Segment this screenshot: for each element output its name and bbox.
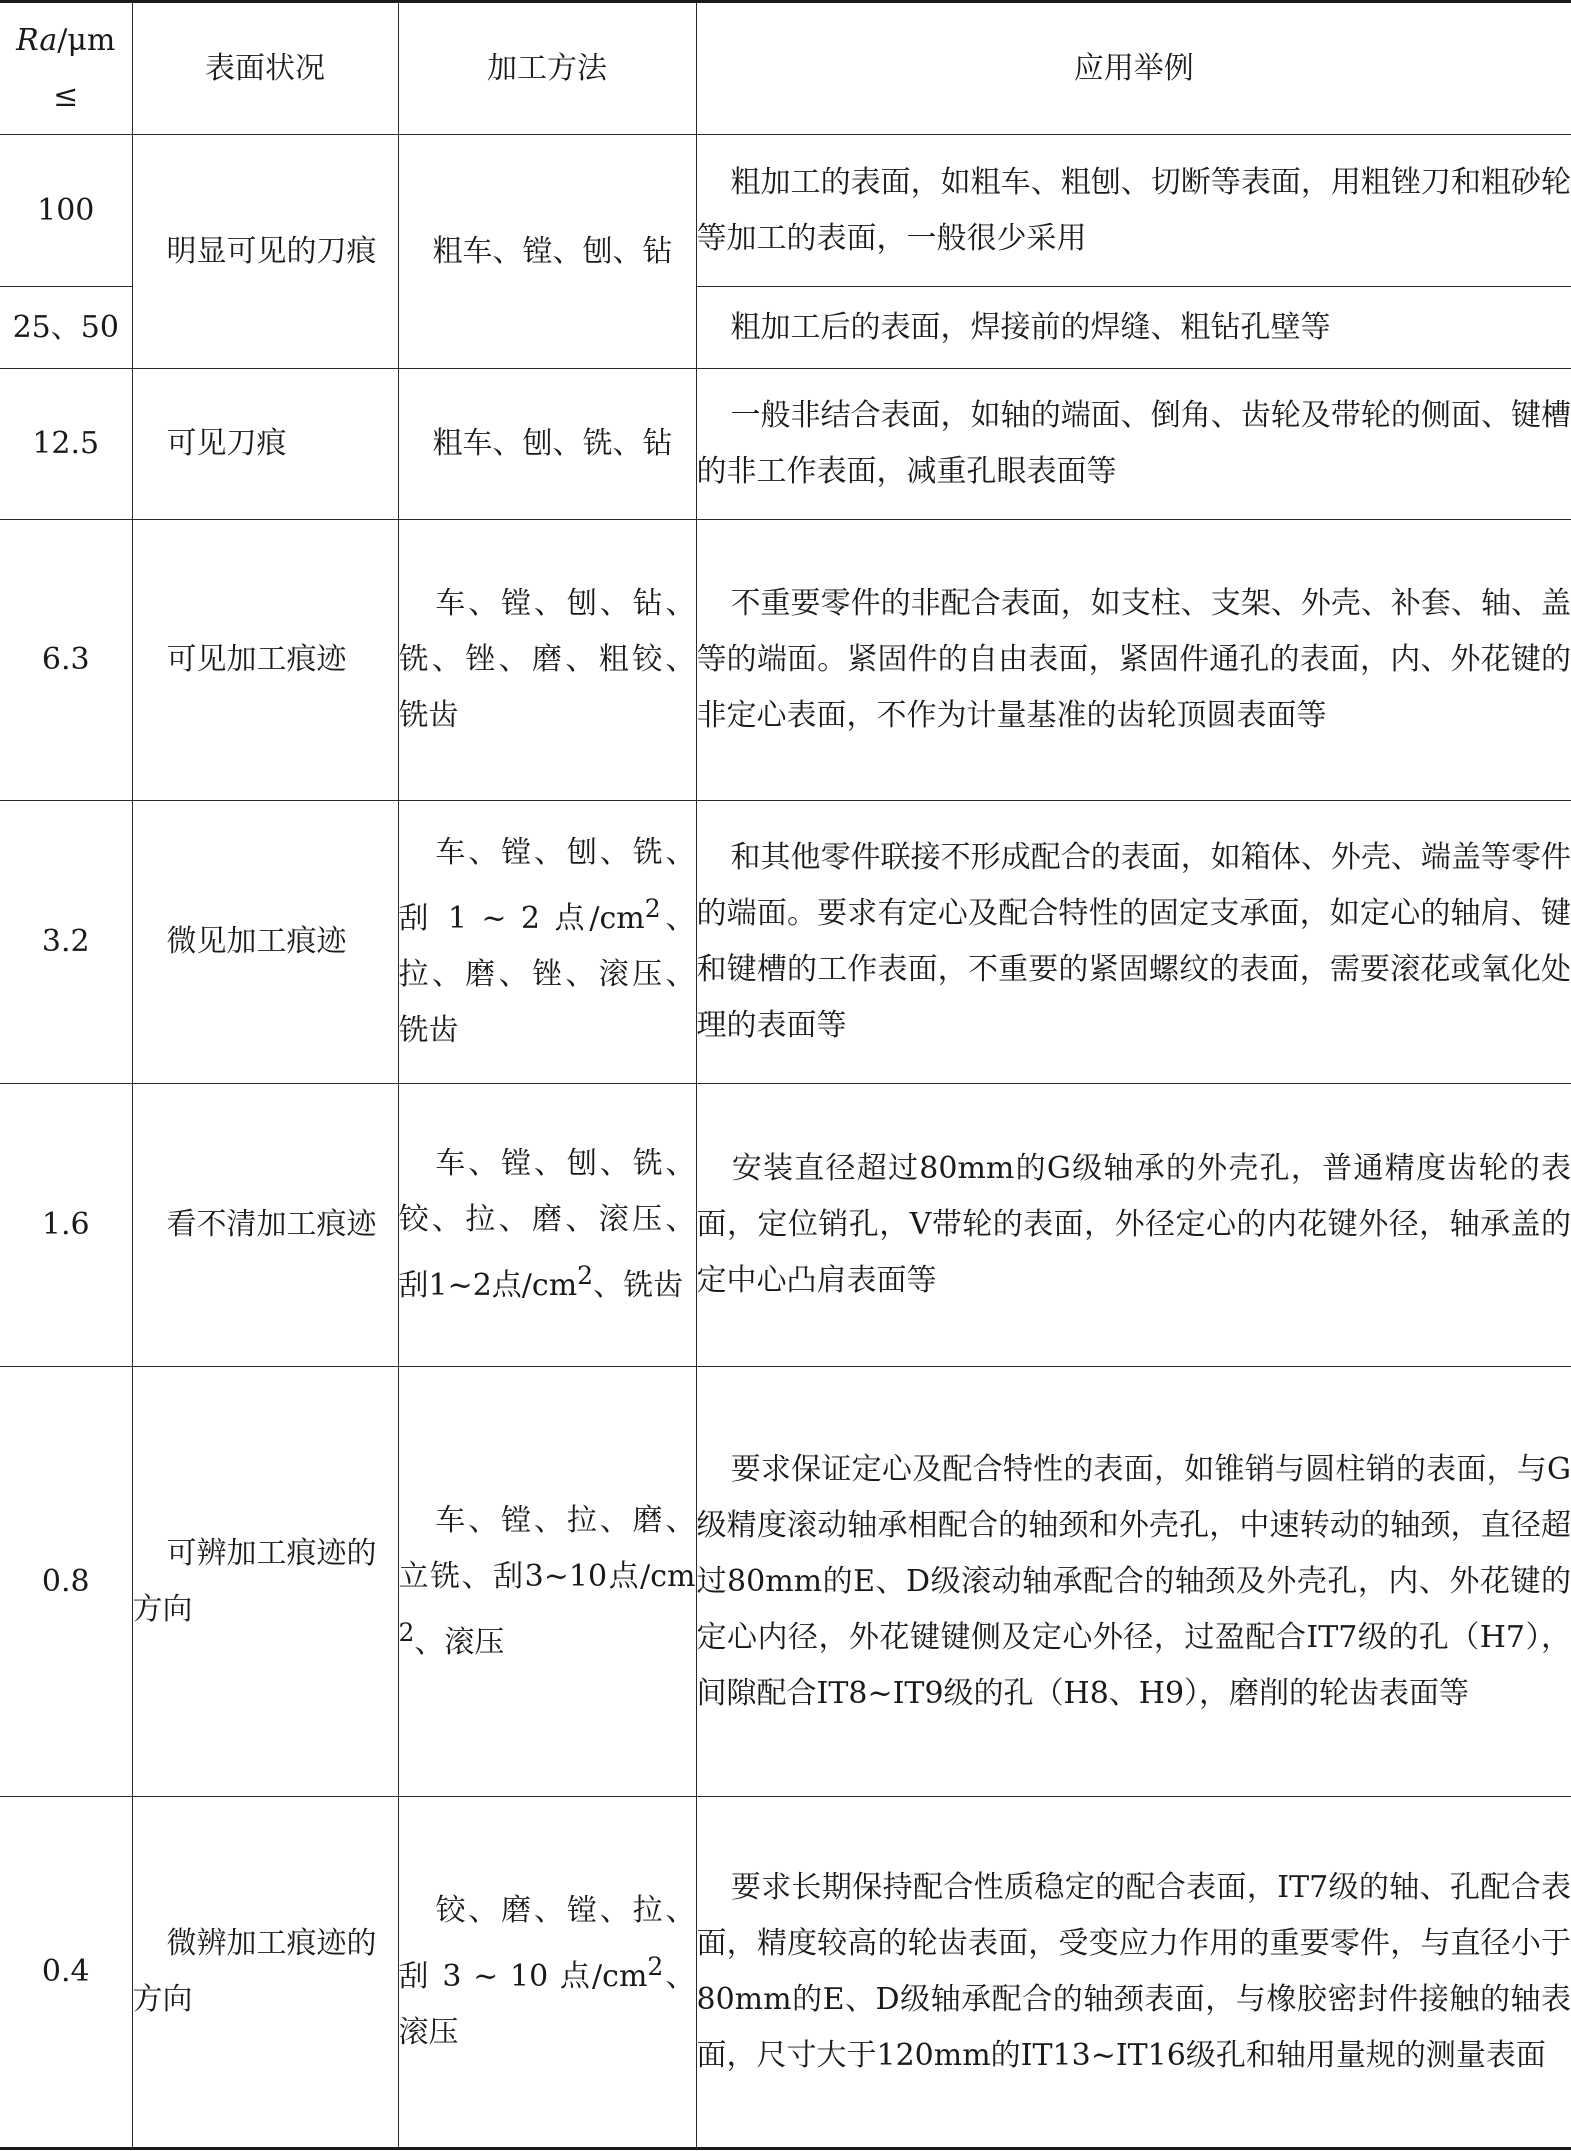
header-application: 应用举例 xyxy=(696,2,1571,135)
table-row xyxy=(0,1084,1571,1367)
surface-condition: 可辨加工痕迹的方向 xyxy=(132,1367,398,1797)
machining-method: 车、镗、拉、磨、立铣、刮3~10点$/cm^2$、滚压 xyxy=(398,1367,696,1797)
machining-method: 车、镗、刨、钻、铣、锉、磨、粗铰、铣齿 xyxy=(398,520,696,801)
surface-condition: 可见刀痕 xyxy=(132,369,398,520)
ra-value: 6.3 xyxy=(0,520,132,801)
machining-method: 铰、磨、镗、拉、刮 3 ~ 10 点$/cm^2$、滚压 xyxy=(398,1797,696,2149)
application-example: 要求保证定心及配合特性的表面，如锥销与圆柱销的表面，与G级精度滚动轴承相配合的轴颈和外壳孔，中速转动的轴颈，直径超过80mm的E、D级滚动轴承配合的轴颈及外壳孔，内、外花键的定心内径，外花键键侧及定心外径，过盈配合IT7级的孔（H7），间隙配合IT8~IT9级的孔（H8、H9），磨削的轮齿表面等 xyxy=(696,1367,1571,1797)
ra-value: 25、50 xyxy=(0,287,132,369)
surface-condition: 可见加工痕迹 xyxy=(132,520,398,801)
header-ra-symbol: Ra xyxy=(16,22,58,58)
ra-value: 1.6 xyxy=(0,1084,132,1367)
table-row xyxy=(0,520,1571,801)
table-row xyxy=(0,1797,1571,2149)
application-example: 不重要零件的非配合表面，如支柱、支架、外壳、补套、轴、盖等的端面。紧固件的自由表面，紧固件通孔的表面，内、外花键的非定心表面，不作为计量基准的齿轮顶圆表面等 xyxy=(696,520,1571,801)
application-example: 和其他零件联接不形成配合的表面，如箱体、外壳、端盖等零件的端面。要求有定心及配合特性的固定支承面，如定心的轴肩、键和键槽的工作表面，不重要的紧固螺纹的表面，需要滚花或氧化处理的表面等 xyxy=(696,801,1571,1084)
ra-value: 0.8 xyxy=(0,1367,132,1797)
ra-value: 3.2 xyxy=(0,801,132,1084)
surface-condition: 微见加工痕迹 xyxy=(132,801,398,1084)
application-example: 要求长期保持配合性质稳定的配合表面，IT7级的轴、孔配合表面，精度较高的轮齿表面，受变应力作用的重要零件，与直径小于80mm的E、D级轴承配合的轴颈表面，与橡胶密封件接触的轴表面，尺寸大于120mm的IT13~IT16级孔和轴用量规的测量表面 xyxy=(696,1797,1571,2149)
table-row xyxy=(0,801,1571,1084)
surface-condition: 明显可见的刀痕 xyxy=(132,135,398,369)
surface-condition: 看不清加工痕迹 xyxy=(132,1084,398,1367)
header-ra xyxy=(0,2,132,135)
machining-method: 粗车、镗、刨、钻 xyxy=(398,135,696,369)
application-example: 粗加工后的表面，焊接前的焊缝、粗钻孔壁等 xyxy=(696,287,1571,369)
header-row xyxy=(0,2,1571,135)
header-method: 加工方法 xyxy=(398,2,696,135)
application-example: 粗加工的表面，如粗车、粗刨、切断等表面，用粗锉刀和粗砂轮等加工的表面，一般很少采用 xyxy=(696,135,1571,287)
table-row xyxy=(0,135,1571,287)
ra-value: 0.4 xyxy=(0,1797,132,2149)
table-row xyxy=(0,1367,1571,1797)
application-example: 一般非结合表面，如轴的端面、倒角、齿轮及带轮的侧面、键槽的非工作表面，减重孔眼表面等 xyxy=(696,369,1571,520)
machining-method: 车、镗、刨、铣、刮 1 ~ 2 点$/cm^2$、拉、磨、锉、滚压、铣齿 xyxy=(398,801,696,1084)
application-example: 安装直径超过80mm的G级轴承的外壳孔，普通精度齿轮的表面，定位销孔，V带轮的表面，外径定心的内花键外径，轴承盖的定中心凸肩表面等 xyxy=(696,1084,1571,1367)
table-row xyxy=(0,369,1571,520)
header-surface: 表面状况 xyxy=(132,2,398,135)
surface-condition: 微辨加工痕迹的方向 xyxy=(132,1797,398,2149)
ra-value: 100 xyxy=(0,135,132,287)
header-ra-unit: /μm xyxy=(57,22,116,58)
machining-method: 粗车、刨、铣、钻 xyxy=(398,369,696,520)
machining-method: 车、镗、刨、铣、铰、拉、磨、滚压、刮1~2点$/cm^2$、铣齿 xyxy=(398,1084,696,1367)
header-ra-leq: ≤ xyxy=(53,78,79,114)
ra-value: 12.5 xyxy=(0,369,132,520)
